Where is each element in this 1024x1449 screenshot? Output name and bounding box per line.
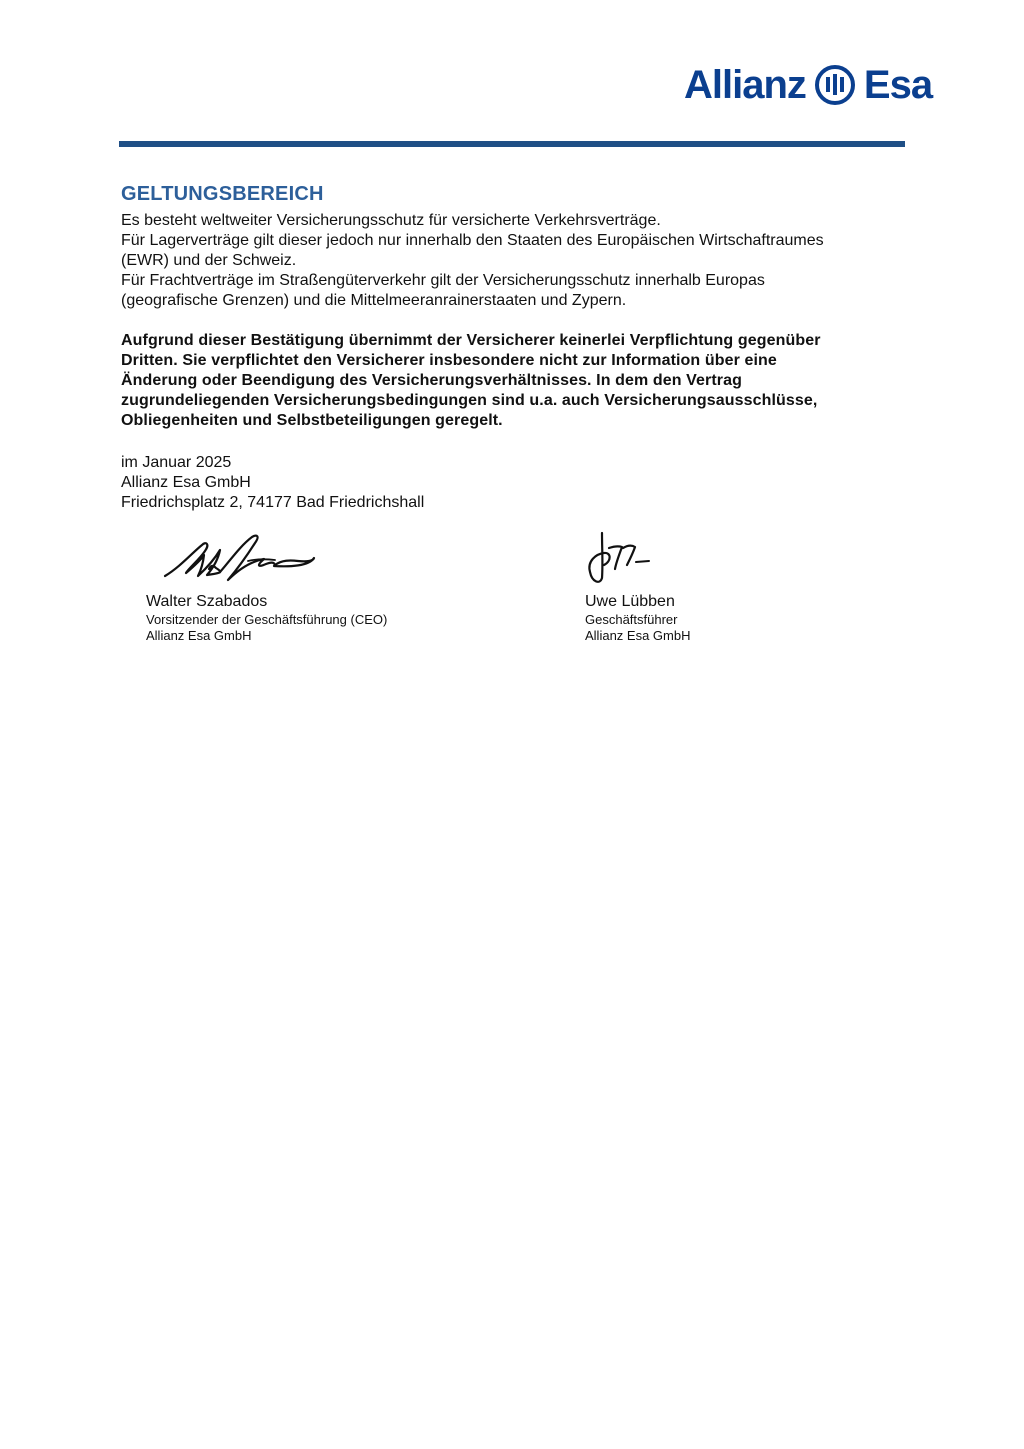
signatory-company: Allianz Esa GmbH [585, 628, 691, 643]
disclaimer-line: zugrundeliegenden Versicherungsbedingungen sind u.a. auch Versicherungsausschlüsse, [121, 392, 818, 409]
disclaimer-line: Obliegenheiten und Selbstbeteiligungen geregelt. [121, 412, 503, 429]
disclaimer-line: Dritten. Sie verpflichtet den Versicherer insbesondere nicht zur Information über eine [121, 352, 777, 369]
disclaimer-line: Änderung oder Beendigung des Versicherungsverhältnisses. In dem den Vertrag [121, 372, 742, 389]
issue-date: im Januar 2025 [121, 454, 232, 471]
coverage-line: Für Lagerverträge gilt dieser jedoch nur innerhalb den Staaten des Europäischen Wirtschaftraumes [121, 232, 824, 249]
closing-block [121, 453, 424, 513]
issuer-company: Allianz Esa GmbH [121, 474, 251, 491]
logo-text-right: Esa [863, 62, 933, 107]
walter-szabados-signature [162, 533, 317, 585]
issuer-address: Friedrichsplatz 2, 74177 Bad Friedrichshall [121, 494, 425, 511]
signatory-walter-szabados [146, 592, 466, 644]
coverage-paragraph [121, 211, 901, 311]
disclaimer-line: Aufgrund dieser Bestätigung übernimmt der Versicherer keinerlei Verpflichtung gegenüber [121, 332, 821, 349]
signatory-name: Walter Szabados [146, 593, 268, 610]
coverage-line: (geografische Grenzen) und die Mittelmeeranrainerstaaten und Zypern. [121, 292, 627, 309]
coverage-scope-text [121, 211, 901, 311]
signatory-name: Uwe Lübben [585, 593, 675, 610]
coverage-line: Es besteht weltweiter Versicherungsschutz für versicherte Verkehrsverträge. [121, 212, 661, 229]
coverage-line: (EWR) und der Schweiz. [121, 252, 297, 269]
allianz-esa-logo [684, 58, 932, 112]
signatory-role: Geschäftsführer [585, 612, 678, 627]
signatory-uwe-luebben [585, 592, 905, 644]
uwe-luebben-signature [584, 527, 654, 587]
header-rule [119, 141, 905, 147]
coverage-line: Für Frachtverträge im Straßengüterverkehr gilt der Versicherungsschutz innerhalb Europas [121, 272, 765, 289]
signatory-company: Allianz Esa GmbH [146, 628, 252, 643]
section-heading: GELTUNGSBEREICH [121, 183, 324, 206]
allianz-eagle-columns-icon [814, 64, 856, 106]
signatory-role: Vorsitzender der Geschäftsführung (CEO) [146, 612, 388, 627]
legal-disclaimer [121, 331, 911, 431]
logo-text-left: Allianz [684, 62, 806, 107]
